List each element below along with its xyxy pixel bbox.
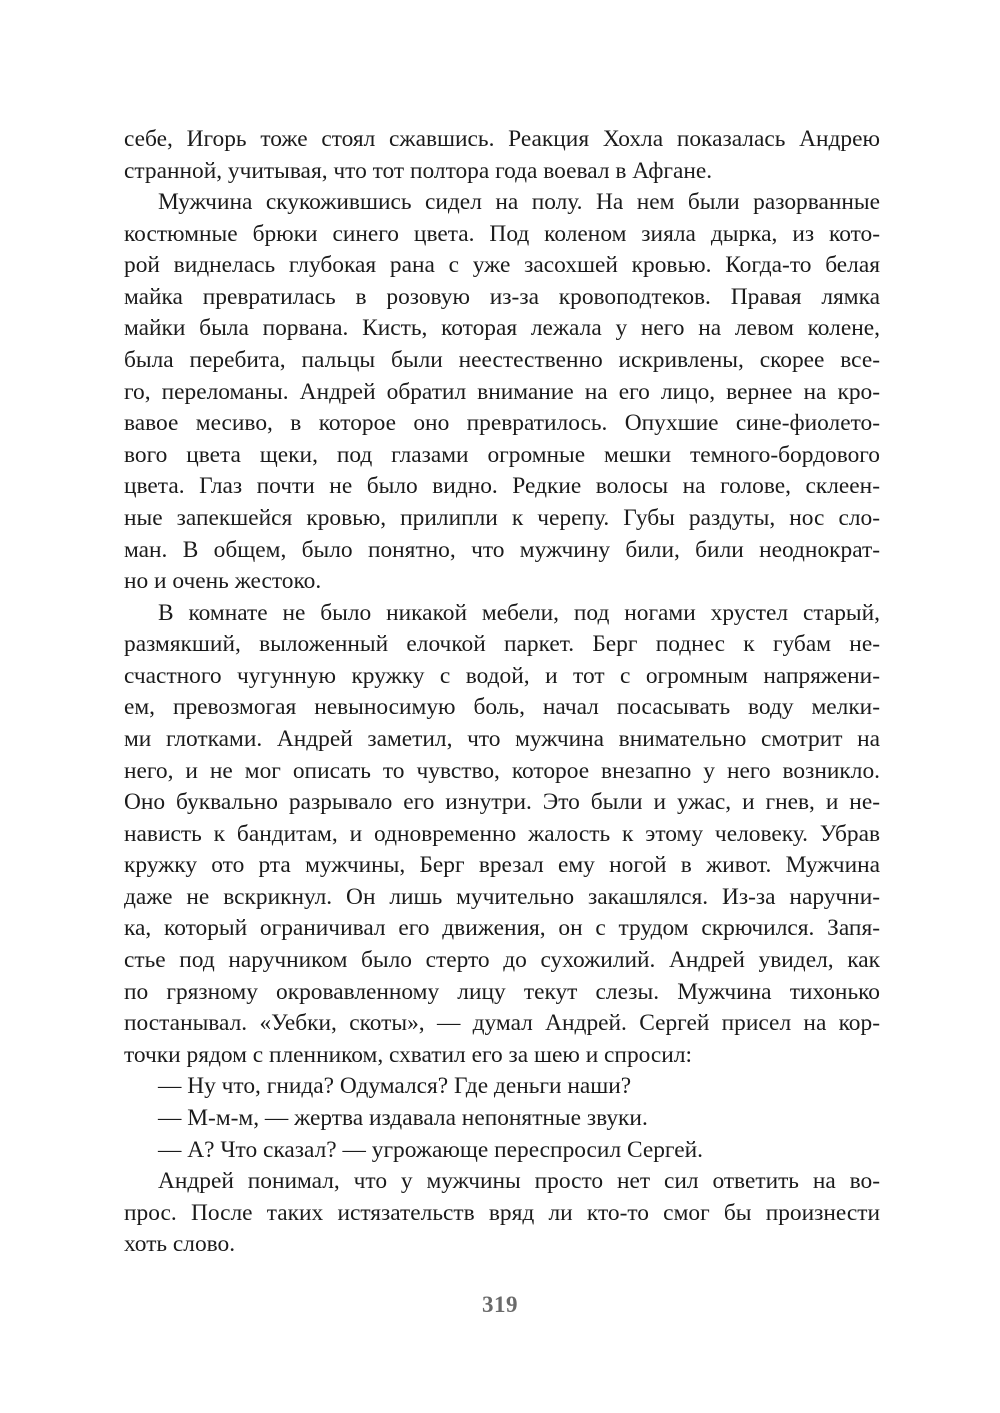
text-line: цвета. Глаз почти не было видно. Редкие волосы на голове, склеен- [124, 473, 880, 500]
text-line: го, переломаны. Андрей обратил внимание на его лицо, вернее на кро- [124, 378, 880, 405]
text-line: ем, превозмогая невыносимую боль, начал посасывать воду мелки- [124, 694, 880, 721]
text-line: В комнате не было никакой мебели, под ногами хрустел старый, [158, 599, 880, 626]
text-line: ман. В общем, было понятно, что мужчину били, били неоднократ- [124, 536, 880, 563]
text-line: была перебита, пальцы были неестественно искривлены, скорее все- [124, 347, 880, 374]
text-line: странной, учитывая, что тот полтора года воевал в Афгане. [124, 157, 713, 184]
text-line: — А? Что сказал? — угрожающе переспросил Сергей. [158, 1136, 703, 1163]
text-line: — М-м-м, — жертва издавала непонятные звуки. [158, 1104, 648, 1131]
text-line: точки рядом с пленником, схватил его за шею и спросил: [124, 1041, 692, 1068]
page-number: 319 [482, 1292, 518, 1317]
text-line: даже не вскрикнул. Он лишь мучительно закашлялся. Из-за наручни- [124, 883, 880, 910]
text-line: стье под наручником было стерто до сухожилий. Андрей увидел, как [124, 947, 880, 974]
body-text [124, 124, 880, 1261]
text-line: Оно буквально разрывало его изнутри. Это были и ужас, и гнев, и не- [124, 789, 880, 816]
text-line: по грязному окровавленному лицу текут слезы. Мужчина тихонько [124, 978, 880, 1005]
text-line: себе, Игорь тоже стоял сжавшись. Реакция Хохла показалась Андрею [124, 126, 880, 152]
text-line: счастного чугунную кружку с водой, и тот с огромным напряжени- [124, 662, 880, 689]
text-line: Андрей понимал, что у мужчины просто нет сил ответить на во- [158, 1168, 880, 1195]
text-line: но и очень жестоко. [124, 568, 322, 595]
text-line: Мужчина скукожившись сидел на полу. На нем были разорванные [158, 189, 880, 216]
text-line: постанывал. «Уебки, скоты», — думал Андрей. Сергей присел на кор- [124, 1010, 880, 1037]
text-line: ка, который ограничивал его движения, он с трудом скрючился. Запя- [124, 915, 880, 942]
text-line: вавое месиво, в которое оно превратилось. Опухшие сине-фиолето- [124, 410, 880, 437]
text-line: рой виднелась глубокая рана с уже засохшей кровью. Когда-то белая [124, 252, 880, 279]
text-line: него, и не мог описать то чувство, которое внезапно у него возникло. [124, 757, 880, 784]
text-line: ми глотками. Андрей заметил, что мужчина внимательно смотрит на [124, 725, 880, 752]
text-line: прос. После таких истязательств вряд ли кто-то смог бы произнести [124, 1199, 880, 1226]
text-line: кружку ото рта мужчины, Берг врезал ему ногой в живот. Мужчина [124, 852, 880, 879]
text-line: — Ну что, гнида? Одумался? Где деньги наши? [158, 1073, 632, 1100]
text-line: хоть слово. [124, 1231, 236, 1258]
text-line: нависть к бандитам, и одновременно жалость к этому человеку. Убрав [124, 820, 880, 847]
text-line: костюмные брюки синего цвета. Под коленом зияла дырка, из кото- [124, 220, 880, 247]
text-line: вого цвета щеки, под глазами огромные мешки темного-бордового [124, 441, 880, 468]
text-line: ные запекшейся кровью, прилипли к черепу. Губы раздуты, нос сло- [124, 504, 880, 531]
text-line: размякший, выложенный елочкой паркет. Берг поднес к губам не- [124, 631, 880, 658]
text-line: майки была порвана. Кисть, которая лежала у него на левом колене, [124, 315, 880, 342]
text-line: майка превратилась в розовую из-за кровоподтеков. Правая лямка [124, 283, 880, 310]
